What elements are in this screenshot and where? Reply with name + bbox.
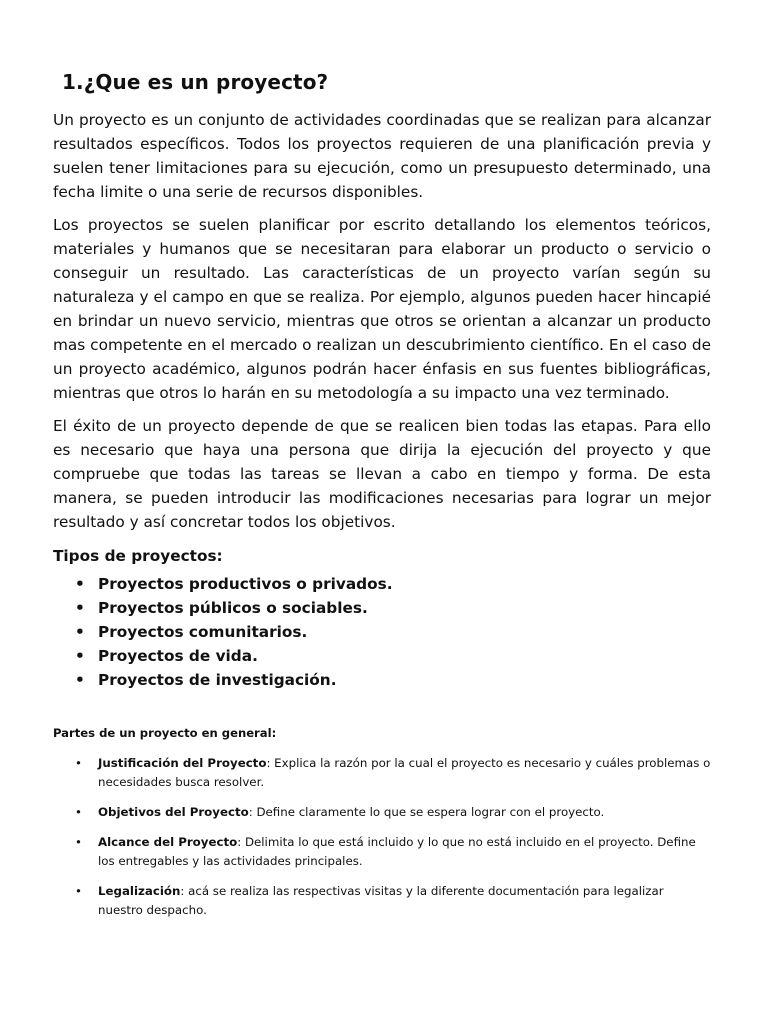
list-item-text: Proyectos públicos o sociables. [98, 599, 368, 617]
bullet-icon: • [75, 599, 85, 617]
partes-list [53, 754, 711, 920]
item-description: : Define claramente lo que se espera lograr con el proyecto. [248, 805, 605, 819]
bullet-icon: • [75, 647, 85, 665]
list-item-text: Proyectos de investigación. [98, 671, 337, 689]
bullet-icon: • [75, 835, 82, 849]
item-term: Justificación del Proyecto [98, 756, 267, 770]
tipos-heading: Tipos de proyectos: [53, 547, 223, 565]
paragraph-success: El éxito de un proyecto depende de que se realicen bien todas las etapas. Para ello es necesario que haya una persona que dirija la ejecución del proyecto y que compruebe que todas las tareas se llevan a cabo en tiempo y forma. De esta manera, se pueden introducir las modificaciones necesarias para lograr un mejor resultado y así concretar todos los objetivos. [53, 417, 711, 531]
page-title: 1.¿Que es un proyecto? [62, 70, 329, 94]
paragraph-definition: Un proyecto es un conjunto de actividades coordinadas que se realizan para alcanzar resultados específicos. Todos los proyectos requieren de una planificación previa y suelen tener limitaciones para su ejecución, como un presupuesto determinado, una fecha limite o una serie de recursos disponibles. [53, 111, 711, 201]
list-item-text: Proyectos de vida. [98, 647, 258, 665]
tipos-list [53, 572, 711, 692]
list-item [53, 833, 711, 871]
bullet-icon: • [75, 623, 85, 641]
paragraph-planning: Los proyectos se suelen planificar por escrito detallando los elementos teóricos, materiales y humanos que se necesitaran para elaborar un producto o servicio o conseguir un resultado. Las características de un proyecto varían según su naturaleza y el campo en que se realiza. Por ejemplo, algunos pueden hacer hincapié en brindar un nuevo servicio, mientras que otros se orientan a alcanzar un producto mas competente en el mercado o realizan un descubrimiento científico. En el caso de un proyecto académico, algunos podrán hacer énfasis en sus fuentes bibliográficas, mientras que otros lo harán en su metodología a su impacto una vez terminado. [53, 216, 711, 402]
list-item-text: Proyectos comunitarios. [98, 623, 308, 641]
item-term: Legalización [98, 884, 181, 898]
list-item [53, 596, 711, 620]
bullet-icon: • [75, 805, 82, 819]
bullet-icon: • [75, 884, 82, 898]
partes-heading: Partes de un proyecto en general: [53, 726, 277, 740]
list-item [53, 644, 711, 668]
list-item [53, 572, 711, 596]
item-description: : Explica la razón por la cual el proyecto es necesario y cuáles problemas o necesidades busca resolver. [98, 756, 711, 789]
bullet-icon: • [75, 575, 85, 593]
bullet-icon: • [75, 671, 85, 689]
list-item [53, 754, 711, 792]
list-item [53, 620, 711, 644]
item-term: Objetivos del Proyecto [98, 805, 249, 819]
list-item [53, 882, 711, 920]
item-term: Alcance del Proyecto [98, 835, 238, 849]
item-description: : Delimita lo que está incluido y lo que no está incluido en el proyecto. Define los entregables y las actividades principales. [98, 835, 696, 868]
bullet-icon: • [75, 756, 82, 770]
item-description: : acá se realiza las respectivas visitas y la diferente documentación para legalizar nuestro despacho. [98, 884, 664, 917]
list-item [53, 803, 711, 822]
list-item [53, 668, 711, 692]
list-item-text: Proyectos productivos o privados. [98, 575, 393, 593]
